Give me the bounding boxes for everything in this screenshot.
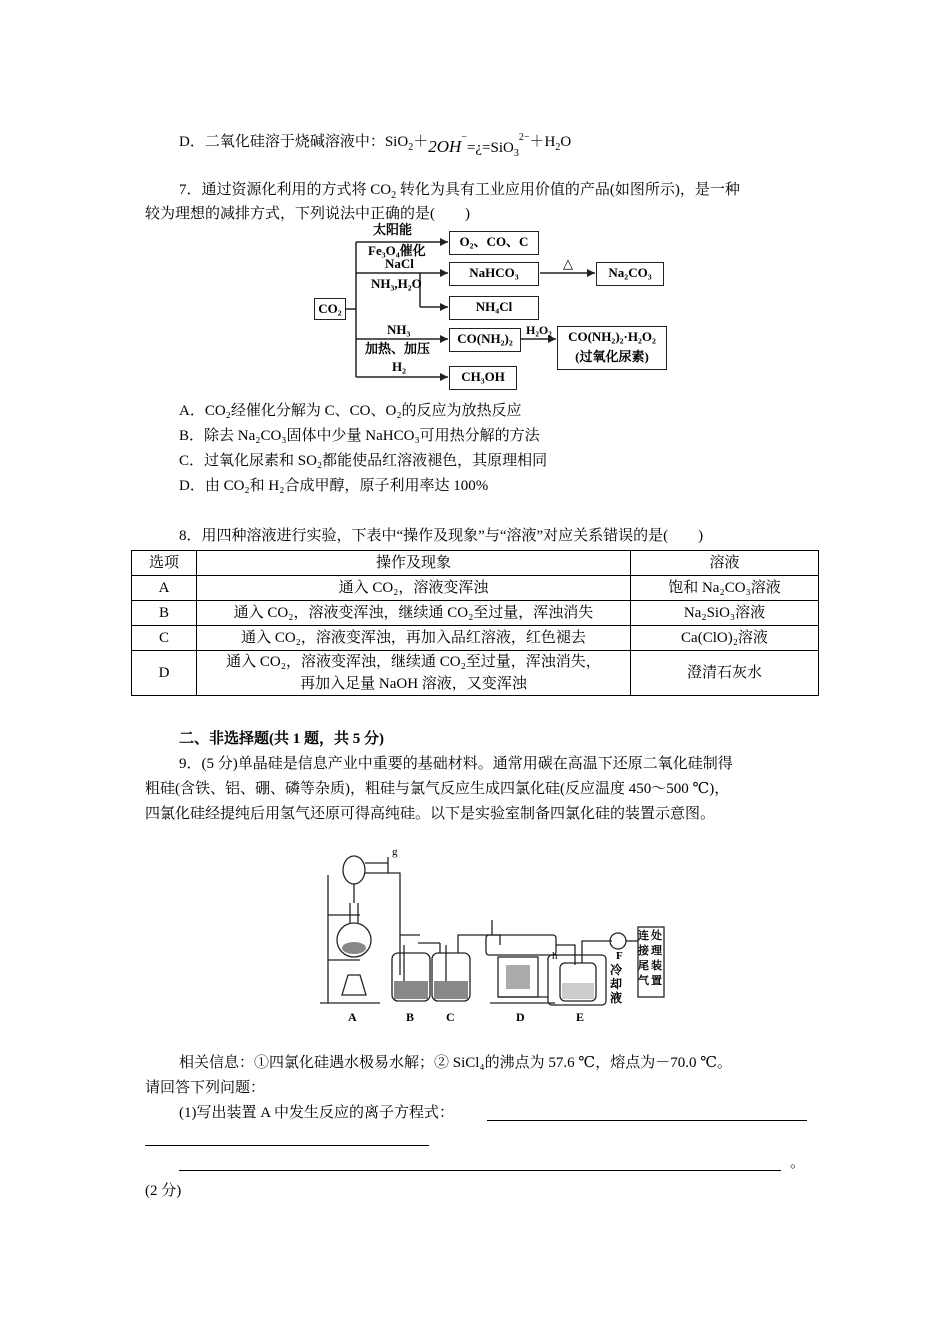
- apparatus-label-b: B: [406, 1010, 415, 1024]
- label-g: g: [392, 846, 398, 858]
- score-label: (2 分): [145, 1183, 182, 1199]
- table-header-row: [132, 551, 819, 576]
- apparatus-label-e: E: [576, 1010, 585, 1024]
- delta-label: △: [563, 256, 573, 271]
- co2-conversion-diagram: [0, 0, 950, 400]
- q7-stem-line2: 较为理想的减排方式，下列说法中正确的是( ): [145, 206, 470, 222]
- q8-table: [131, 550, 819, 696]
- nh4cl-box: NH₄Cl: [449, 296, 539, 320]
- label-fe3o4: Fe₃O₄催化: [368, 243, 426, 258]
- label-nacl: NaCl: [385, 256, 414, 271]
- label-f: F: [616, 950, 623, 962]
- q7-option-a: A．CO₂经催化分解为 C、CO、O₂的反应为放热反应: [179, 403, 522, 419]
- q9-line2: 粗硅(含铁、铝、硼、磷等杂质)，粗硅与氯气反应生成四氯化硅(反应温度 450～500 ℃)，: [145, 781, 730, 797]
- label-h: h: [552, 950, 558, 962]
- info-line2: 请回答下列问题：: [145, 1080, 266, 1096]
- label-solar: 太阳能: [373, 222, 413, 237]
- table-row: B 通入 CO₂，溶液变浑浊，继续通 CO₂至过量，浑浊消失 Na₂SiO₃溶液: [132, 601, 819, 626]
- q7-option-d: D．由 CO₂和 H₂合成甲醇，原子利用率达 100%: [179, 478, 489, 494]
- q7-option-c: C．过氧化尿素和 SO₂都能使品红溶液褪色，其原理相同: [179, 453, 548, 469]
- header-operation: 操作及现象: [197, 551, 631, 576]
- q9-line1: 9．(5 分)单晶硅是信息产业中重要的基础材料。通常用碳在高温下还原二氧化硅制得: [179, 756, 733, 772]
- urea-peroxide-formula: CO(NH₂)₂·H₂O₂: [568, 329, 656, 344]
- apparatus-diagram: [320, 845, 680, 1030]
- na2co3-box: Na₂CO₃: [596, 262, 664, 286]
- urea-box: CO(NH₂)₂: [449, 328, 521, 352]
- sub-question-1: (1)写出装置 A 中发生反应的离子方程式：: [179, 1105, 454, 1121]
- label-nh3-h2o: NH₃,H₂O: [371, 276, 422, 291]
- tail-gas-label: 连 接 尾 气 处 理 装 置: [638, 930, 662, 987]
- option-d-line: D．二氧化硅溶于烧碱溶液中：$SiO_2+2OH^-=¿=SiO_3^{2-}+H_2O$: [179, 132, 572, 159]
- header-option: 选项: [132, 551, 197, 576]
- cooling-liquid-label: 冷 却 液: [610, 963, 623, 1005]
- info-line1: 相关信息：①四氯化硅遇水极易水解；② SiCl₄的沸点为 57.6 ℃，熔点为－70.0 ℃。: [179, 1055, 732, 1071]
- end-mark: 。: [790, 1155, 806, 1171]
- apparatus-label-d: D: [516, 1010, 525, 1024]
- table-row: C 通入 CO₂，溶液变浑浊，再加入品红溶液，红色褪去 Ca(ClO)₂溶液: [132, 626, 819, 651]
- section-heading: 二、非选择题(共 1 题，共 5 分): [179, 731, 384, 747]
- urea-peroxide-name: (过氧化尿素): [575, 349, 649, 364]
- apparatus-drawing: [320, 845, 680, 1030]
- q7-option-b: B．除去 Na₂CO₃固体中少量 NaHCO₃可用热分解的方法: [179, 428, 540, 444]
- table-row: A 通入 CO₂，溶液变浑浊 饱和 Na₂CO₃溶液: [132, 576, 819, 601]
- label-h2o2: H₂O₂: [526, 323, 552, 337]
- nahco3-box: NaHCO₃: [449, 262, 539, 286]
- label-h2: H₂: [392, 359, 407, 374]
- answer-blank-3[interactable]: [179, 1170, 781, 1171]
- label-heat: 加热、加压: [365, 341, 431, 356]
- table-row: D 通入 CO₂，溶液变浑浊，继续通 CO₂至过量，浑浊消失， 再加入足量 NaOH 溶液，又变浑浊 澄清石灰水: [132, 651, 819, 696]
- answer-blank-2[interactable]: [145, 1145, 429, 1146]
- q9-line3: 四氯化硅经提纯后用氢气还原可得高纯硅。以下是实验室制备四氯化硅的装置示意图。: [145, 806, 716, 822]
- ch3oh-box: CH₃OH: [449, 366, 517, 390]
- o2-co-c-box: O₂、CO、C: [449, 231, 539, 255]
- header-solution: 溶液: [631, 551, 819, 576]
- q8-stem: 8．用四种溶液进行实验，下表中“操作及现象”与“溶液”对应关系错误的是( ): [179, 528, 704, 544]
- apparatus-label-c: C: [446, 1010, 455, 1024]
- apparatus-label-a: A: [348, 1010, 357, 1024]
- q7-stem-line1: 7．通过资源化利用的方式将 $CO_2$ 转化为具有工业应用价值的产品(如图所示)，是一种: [179, 182, 740, 201]
- answer-blank-1[interactable]: [487, 1120, 807, 1121]
- co2-box: CO₂: [314, 298, 346, 320]
- label-nh3: NH₃: [387, 322, 411, 337]
- urea-peroxide-box: [557, 326, 667, 370]
